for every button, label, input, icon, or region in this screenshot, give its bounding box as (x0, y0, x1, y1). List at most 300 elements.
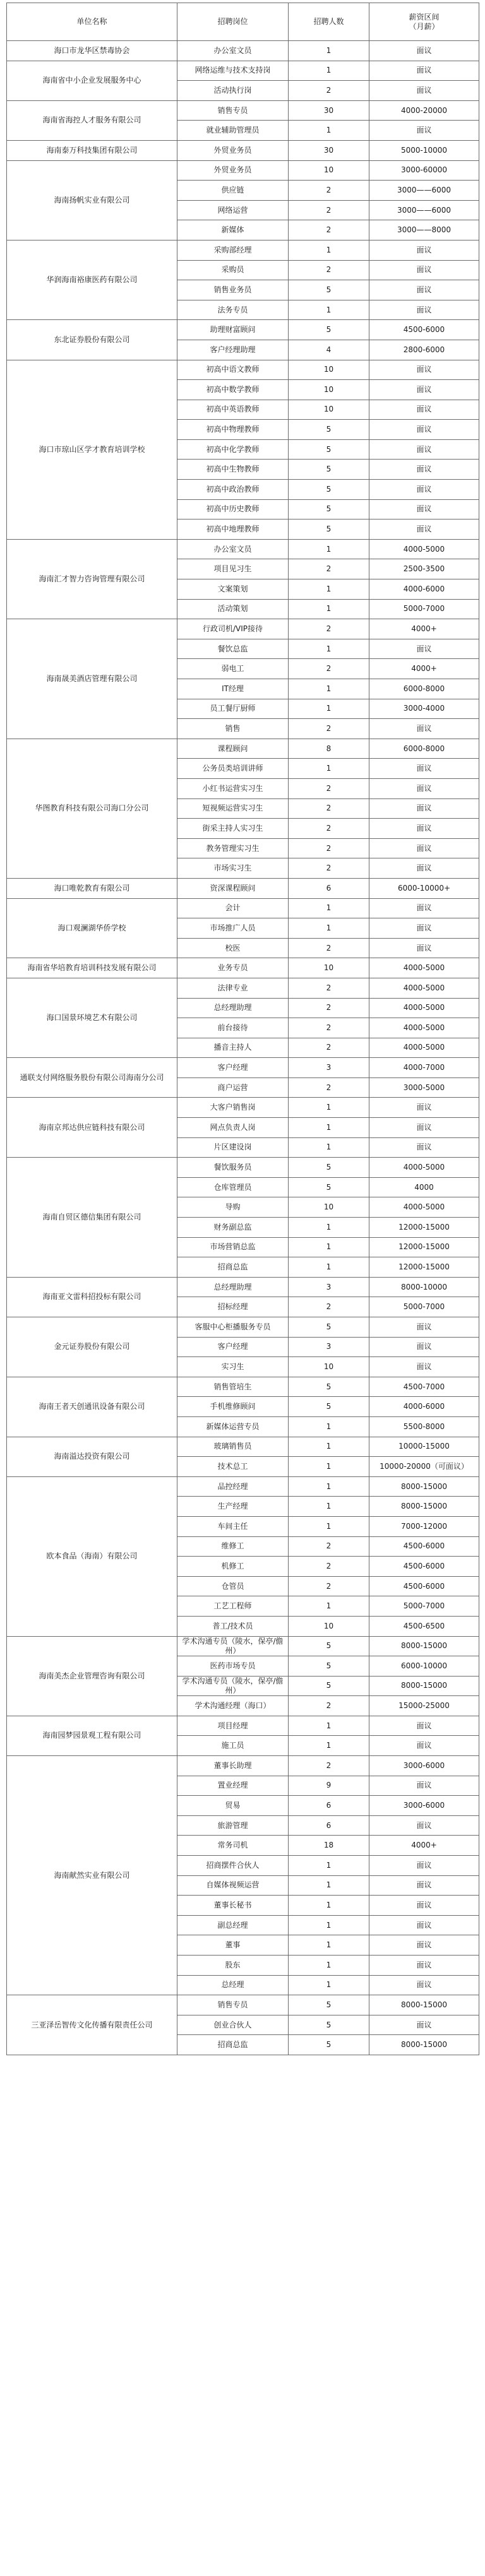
salary-cell: 10000-20000（可面议） (369, 1457, 479, 1477)
salary-cell: 12000-15000 (369, 1218, 479, 1238)
position-cell: 董事长助理 (177, 1756, 289, 1776)
company-name-cell: 海口观澜湖华侨学校 (7, 898, 177, 958)
count-cell: 2 (289, 220, 369, 240)
position-cell: 会计 (177, 898, 289, 918)
salary-cell: 面议 (369, 1317, 479, 1338)
position-cell: 新媒体 (177, 220, 289, 240)
count-cell: 1 (289, 759, 369, 779)
company-name-cell: 海口国景环境艺术有限公司 (7, 978, 177, 1057)
position-cell: 旅游管理 (177, 1815, 289, 1836)
count-cell: 2 (289, 1297, 369, 1317)
count-cell: 2 (289, 260, 369, 280)
salary-cell: 4500-6000 (369, 1536, 479, 1557)
position-cell: 自媒体视频运营 (177, 1875, 289, 1896)
count-cell: 5 (289, 320, 369, 340)
salary-cell: 3000-60000 (369, 160, 479, 181)
salary-cell: 4000-5000 (369, 1018, 479, 1038)
table-row (7, 100, 479, 121)
count-cell: 1 (289, 1457, 369, 1477)
count-cell: 2 (289, 1536, 369, 1557)
count-cell: 2 (289, 838, 369, 858)
count-cell: 2 (289, 998, 369, 1018)
salary-cell: 面议 (369, 798, 479, 819)
count-cell: 3 (289, 1277, 369, 1297)
count-cell: 2 (289, 619, 369, 639)
salary-cell: 面议 (369, 2015, 479, 2035)
position-cell: 客户经理 (177, 1337, 289, 1357)
count-cell: 1 (289, 679, 369, 699)
position-cell: 总经理助理 (177, 998, 289, 1018)
count-cell: 4 (289, 340, 369, 360)
position-cell: 常务司机 (177, 1836, 289, 1856)
count-cell: 1 (289, 1218, 369, 1238)
salary-cell: 面议 (369, 360, 479, 380)
position-cell: 施工员 (177, 1736, 289, 1756)
salary-cell: 15000-25000 (369, 1696, 479, 1716)
salary-cell: 3000-6000 (369, 1796, 479, 1816)
count-cell: 30 (289, 100, 369, 121)
table-row (7, 1058, 479, 1078)
company-name-cell: 海南美杰企业管理咨询有限公司 (7, 1636, 177, 1716)
position-cell: 总经理 (177, 1975, 289, 1995)
salary-cell: 面议 (369, 1915, 479, 1935)
position-cell: 机修工 (177, 1557, 289, 1577)
position-cell: 招商总监 (177, 2035, 289, 2055)
count-cell: 5 (289, 2015, 369, 2035)
position-cell: 玻璃销售员 (177, 1437, 289, 1457)
company-name-cell: 海南献然实业有限公司 (7, 1756, 177, 1995)
salary-cell: 4500-7000 (369, 1377, 479, 1397)
position-cell: 品控经理 (177, 1476, 289, 1497)
position-cell: 活动策划 (177, 599, 289, 619)
salary-cell: 4000-5000 (369, 978, 479, 998)
salary-cell: 面议 (369, 1975, 479, 1995)
count-cell: 9 (289, 1776, 369, 1796)
salary-cell: 面议 (369, 439, 479, 460)
table-row (7, 539, 479, 559)
count-cell: 1 (289, 1416, 369, 1437)
header-position: 招聘岗位 (177, 3, 289, 41)
salary-cell: 5000-7000 (369, 599, 479, 619)
salary-cell: 6000-10000 (369, 1656, 479, 1677)
position-cell: 初高中物理教师 (177, 420, 289, 440)
count-cell: 1 (289, 1516, 369, 1536)
position-cell: 市场实习生 (177, 858, 289, 879)
count-cell: 1 (289, 121, 369, 141)
position-cell: 法律专业 (177, 978, 289, 998)
salary-cell: 3000——8000 (369, 220, 479, 240)
count-cell: 8 (289, 739, 369, 759)
count-cell: 1 (289, 918, 369, 939)
position-cell: 总经理助理 (177, 1277, 289, 1297)
position-cell: 弱电工 (177, 659, 289, 679)
count-cell: 10 (289, 400, 369, 420)
company-name-cell: 海南省中小企业发展服务中心 (7, 61, 177, 100)
company-name-cell: 海南王者天创通讯设备有限公司 (7, 1377, 177, 1437)
table-row (7, 978, 479, 998)
position-cell: 街采主持人实习生 (177, 819, 289, 839)
company-name-cell: 海口唯乾教育有限公司 (7, 878, 177, 898)
table-row (7, 1756, 479, 1776)
salary-cell: 4500-6000 (369, 320, 479, 340)
position-cell: 法务专员 (177, 300, 289, 320)
salary-cell: 面议 (369, 639, 479, 659)
position-cell: 项目见习生 (177, 559, 289, 579)
position-cell: 招商总监 (177, 1257, 289, 1278)
table-row (7, 1476, 479, 1497)
salary-cell: 面议 (369, 61, 479, 81)
count-cell: 5 (289, 480, 369, 500)
position-cell: 网点负责人岗 (177, 1118, 289, 1138)
count-cell: 1 (289, 1118, 369, 1138)
salary-cell: 面议 (369, 938, 479, 958)
table-row (7, 1098, 479, 1118)
salary-cell: 面议 (369, 380, 479, 400)
position-cell: 贸易 (177, 1796, 289, 1816)
table-row (7, 320, 479, 340)
position-cell: 初高中生物教师 (177, 460, 289, 480)
salary-cell: 4000-6000 (369, 1397, 479, 1417)
table-row (7, 1158, 479, 1178)
salary-cell: 4000-5000 (369, 539, 479, 559)
count-cell: 2 (289, 858, 369, 879)
count-cell: 1 (289, 1935, 369, 1956)
company-name-cell: 海南扬帆实业有限公司 (7, 160, 177, 240)
position-cell: 客服中心柜播服务专员 (177, 1317, 289, 1338)
company-name-cell: 海南园梦园景观工程有限公司 (7, 1716, 177, 1755)
table-row (7, 160, 479, 181)
count-cell: 1 (289, 1257, 369, 1278)
salary-cell: 3000-6000 (369, 1756, 479, 1776)
count-cell: 2 (289, 81, 369, 101)
count-cell: 1 (289, 639, 369, 659)
position-cell: 学术沟通专员（陵水，保亭/儋州） (177, 1636, 289, 1656)
position-cell: 技术总工 (177, 1457, 289, 1477)
position-cell: 工艺工程师 (177, 1596, 289, 1617)
position-cell: 初高中历史教师 (177, 499, 289, 519)
count-cell: 5 (289, 2035, 369, 2055)
company-name-cell: 海南汇才智力咨询管理有限公司 (7, 539, 177, 619)
position-cell: 初高中政治教师 (177, 480, 289, 500)
count-cell: 10 (289, 360, 369, 380)
position-cell: 供应链 (177, 181, 289, 201)
company-name-cell: 东北证券股份有限公司 (7, 320, 177, 360)
position-cell: 播音主持人 (177, 1038, 289, 1058)
position-cell: 商户运营 (177, 1077, 289, 1098)
company-name-cell: 金元证券股份有限公司 (7, 1317, 177, 1377)
position-cell: 客户经理助理 (177, 340, 289, 360)
count-cell: 2 (289, 1756, 369, 1776)
position-cell: 医药市场专员 (177, 1656, 289, 1677)
count-cell: 1 (289, 240, 369, 260)
count-cell: 10 (289, 1616, 369, 1636)
position-cell: 创业合伙人 (177, 2015, 289, 2035)
count-cell: 1 (289, 1716, 369, 1736)
salary-cell: 面议 (369, 1815, 479, 1836)
salary-cell: 4000-5000 (369, 1158, 479, 1178)
table-row (7, 240, 479, 260)
count-cell: 2 (289, 719, 369, 739)
count-cell: 3 (289, 1337, 369, 1357)
count-cell: 2 (289, 1557, 369, 1577)
position-cell: 车间主任 (177, 1516, 289, 1536)
company-name-cell: 华润海南裕康医药有限公司 (7, 240, 177, 319)
salary-cell: 面议 (369, 838, 479, 858)
company-name-cell: 华图教育科技有限公司海口分公司 (7, 739, 177, 878)
position-cell: 市场营销总监 (177, 1237, 289, 1257)
salary-cell: 面议 (369, 81, 479, 101)
count-cell: 2 (289, 559, 369, 579)
salary-cell: 8000-15000 (369, 1497, 479, 1517)
count-cell: 1 (289, 1476, 369, 1497)
salary-cell: 面议 (369, 1118, 479, 1138)
salary-cell: 面议 (369, 1956, 479, 1976)
salary-cell: 面议 (369, 918, 479, 939)
count-cell: 1 (289, 699, 369, 719)
company-name-cell: 欧本食品（海南）有限公司 (7, 1476, 177, 1636)
position-cell: 网络运维与技术支持岗 (177, 61, 289, 81)
position-cell: 外贸业务员 (177, 140, 289, 160)
count-cell: 30 (289, 140, 369, 160)
position-cell: 董事长秘书 (177, 1896, 289, 1916)
count-cell: 2 (289, 938, 369, 958)
salary-cell: 5000-10000 (369, 140, 479, 160)
table-row (7, 1716, 479, 1736)
position-cell: 学术沟通专员（陵水，保亭/儋州） (177, 1676, 289, 1696)
count-cell: 1 (289, 539, 369, 559)
count-cell: 3 (289, 1058, 369, 1078)
count-cell: 2 (289, 819, 369, 839)
count-cell: 6 (289, 1796, 369, 1816)
position-cell: 初高中语文教师 (177, 360, 289, 380)
salary-cell: 8000-15000 (369, 1995, 479, 2015)
salary-cell: 面议 (369, 460, 479, 480)
salary-cell: 4000+ (369, 619, 479, 639)
count-cell: 1 (289, 1975, 369, 1995)
salary-cell: 4500-6000 (369, 1557, 479, 1577)
count-cell: 2 (289, 181, 369, 201)
position-cell: 餐饮服务员 (177, 1158, 289, 1178)
position-cell: 初高中化学教师 (177, 439, 289, 460)
salary-cell: 4000-5000 (369, 958, 479, 978)
position-cell: 采购部经理 (177, 240, 289, 260)
position-cell: 助理财富顾问 (177, 320, 289, 340)
company-name-cell: 海南泰万科技集团有限公司 (7, 140, 177, 160)
position-cell: 短视频运营实习生 (177, 798, 289, 819)
table-row (7, 61, 479, 81)
salary-cell: 8000-15000 (369, 1676, 479, 1696)
position-cell: 网络运营 (177, 200, 289, 220)
position-cell: 活动执行岗 (177, 81, 289, 101)
salary-cell: 4000-5000 (369, 998, 479, 1018)
count-cell: 2 (289, 1077, 369, 1098)
salary-cell: 面议 (369, 1856, 479, 1876)
position-cell: 新媒体运营专员 (177, 1416, 289, 1437)
position-cell: 市场推广人员 (177, 918, 289, 939)
salary-cell: 4000 (369, 1177, 479, 1197)
count-cell: 5 (289, 1377, 369, 1397)
salary-cell: 面议 (369, 1357, 479, 1377)
salary-cell: 6000-10000+ (369, 878, 479, 898)
count-cell: 2 (289, 1576, 369, 1596)
salary-cell: 4000-20000 (369, 100, 479, 121)
header-count: 招聘人数 (289, 3, 369, 41)
position-cell: 仓管员 (177, 1576, 289, 1596)
count-cell: 6 (289, 1815, 369, 1836)
table-row (7, 1437, 479, 1457)
company-name-cell: 海口市琼山区学才教育培训学校 (7, 360, 177, 539)
count-cell: 5 (289, 1995, 369, 2015)
salary-cell: 面议 (369, 499, 479, 519)
salary-cell: 面议 (369, 1716, 479, 1736)
position-cell: 销售业务员 (177, 280, 289, 300)
salary-cell: 10000-15000 (369, 1437, 479, 1457)
salary-cell: 面议 (369, 1875, 479, 1896)
count-cell: 5 (289, 460, 369, 480)
salary-cell: 2500-3500 (369, 559, 479, 579)
salary-cell: 面议 (369, 121, 479, 141)
table-row (7, 958, 479, 978)
count-cell: 1 (289, 599, 369, 619)
count-cell: 2 (289, 1696, 369, 1716)
salary-cell: 8000-15000 (369, 2035, 479, 2055)
company-name-cell: 海南自贸区德信集团有限公司 (7, 1158, 177, 1278)
count-cell: 1 (289, 1137, 369, 1158)
company-name-cell: 海南省华培教育培训科技发展有限公司 (7, 958, 177, 978)
salary-cell: 8000-15000 (369, 1476, 479, 1497)
count-cell: 1 (289, 300, 369, 320)
count-cell: 18 (289, 1836, 369, 1856)
position-cell: 初高中地理教师 (177, 519, 289, 540)
salary-cell: 面议 (369, 519, 479, 540)
salary-cell: 面议 (369, 1337, 479, 1357)
position-cell: 办公室文员 (177, 41, 289, 61)
position-cell: 员工餐厅厨师 (177, 699, 289, 719)
count-cell: 2 (289, 1018, 369, 1038)
salary-cell: 面议 (369, 719, 479, 739)
position-cell: 销售专员 (177, 100, 289, 121)
company-name-cell: 海口市龙华区禁毒协会 (7, 41, 177, 61)
position-cell: 初高中英语教师 (177, 400, 289, 420)
position-cell: 学术沟通经理（海口） (177, 1696, 289, 1716)
count-cell: 10 (289, 1197, 369, 1218)
position-cell: 销售 (177, 719, 289, 739)
salary-cell: 面议 (369, 778, 479, 798)
company-name-cell: 海南亚文雷科招投标有限公司 (7, 1277, 177, 1317)
count-cell: 1 (289, 1875, 369, 1896)
count-cell: 10 (289, 380, 369, 400)
salary-cell: 3000——6000 (369, 181, 479, 201)
position-cell: 副总经理 (177, 1915, 289, 1935)
salary-cell: 5000-7000 (369, 1297, 479, 1317)
count-cell: 5 (289, 1158, 369, 1178)
salary-cell: 面议 (369, 1896, 479, 1916)
count-cell: 10 (289, 958, 369, 978)
salary-cell: 面议 (369, 1137, 479, 1158)
salary-cell: 4000-5000 (369, 1197, 479, 1218)
salary-cell: 7000-12000 (369, 1516, 479, 1536)
count-cell: 10 (289, 1357, 369, 1377)
salary-cell: 5500-8000 (369, 1416, 479, 1437)
salary-cell: 6000-8000 (369, 739, 479, 759)
salary-cell: 面议 (369, 819, 479, 839)
table-body (7, 41, 479, 2055)
salary-cell: 4000+ (369, 1836, 479, 1856)
count-cell: 5 (289, 1177, 369, 1197)
position-cell: 餐饮总监 (177, 639, 289, 659)
count-cell: 5 (289, 499, 369, 519)
position-cell: 股东 (177, 1956, 289, 1976)
salary-cell: 8000-15000 (369, 1636, 479, 1656)
salary-cell: 4000+ (369, 659, 479, 679)
count-cell: 1 (289, 1736, 369, 1756)
count-cell: 1 (289, 1596, 369, 1617)
table-row (7, 1995, 479, 2015)
count-cell: 5 (289, 420, 369, 440)
salary-cell: 2800-6000 (369, 340, 479, 360)
position-cell: 大客户销售岗 (177, 1098, 289, 1118)
position-cell: 生产经理 (177, 1497, 289, 1517)
table-row (7, 898, 479, 918)
salary-cell: 面议 (369, 759, 479, 779)
salary-cell: 面议 (369, 260, 479, 280)
salary-cell: 面议 (369, 480, 479, 500)
count-cell: 1 (289, 579, 369, 600)
salary-cell: 3000-4000 (369, 699, 479, 719)
salary-cell: 面议 (369, 280, 479, 300)
salary-cell: 8000-10000 (369, 1277, 479, 1297)
count-cell: 1 (289, 1098, 369, 1118)
count-cell: 1 (289, 1856, 369, 1876)
count-cell: 1 (289, 1915, 369, 1935)
count-cell: 5 (289, 1656, 369, 1677)
count-cell: 5 (289, 1317, 369, 1338)
position-cell: 小红书运营实习生 (177, 778, 289, 798)
count-cell: 1 (289, 898, 369, 918)
position-cell: 前台接待 (177, 1018, 289, 1038)
count-cell: 5 (289, 280, 369, 300)
table-row (7, 41, 479, 61)
position-cell: 仓库管理员 (177, 1177, 289, 1197)
company-name-cell: 三亚泽岳智传文化传播有限责任公司 (7, 1995, 177, 2055)
table-row (7, 878, 479, 898)
salary-cell: 面议 (369, 300, 479, 320)
position-cell: 资深课程顾问 (177, 878, 289, 898)
salary-cell: 面议 (369, 1776, 479, 1796)
position-cell: 课程顾问 (177, 739, 289, 759)
count-cell: 5 (289, 1676, 369, 1696)
salary-cell: 12000-15000 (369, 1257, 479, 1278)
count-cell: 5 (289, 1397, 369, 1417)
position-cell: 校医 (177, 938, 289, 958)
position-cell: 手机维修顾问 (177, 1397, 289, 1417)
salary-cell: 面议 (369, 1736, 479, 1756)
position-cell: 办公室文员 (177, 539, 289, 559)
salary-cell: 12000-15000 (369, 1237, 479, 1257)
position-cell: 导购 (177, 1197, 289, 1218)
count-cell: 5 (289, 1636, 369, 1656)
position-cell: 教务管理实习生 (177, 838, 289, 858)
company-name-cell: 海南省海控人才服务有限公司 (7, 100, 177, 140)
position-cell: 文案策划 (177, 579, 289, 600)
position-cell: 置业经理 (177, 1776, 289, 1796)
salary-cell: 面议 (369, 858, 479, 879)
company-name-cell: 海南晟美酒店管理有限公司 (7, 619, 177, 739)
count-cell: 2 (289, 659, 369, 679)
table-row (7, 1636, 479, 1656)
count-cell: 2 (289, 778, 369, 798)
count-cell: 1 (289, 41, 369, 61)
